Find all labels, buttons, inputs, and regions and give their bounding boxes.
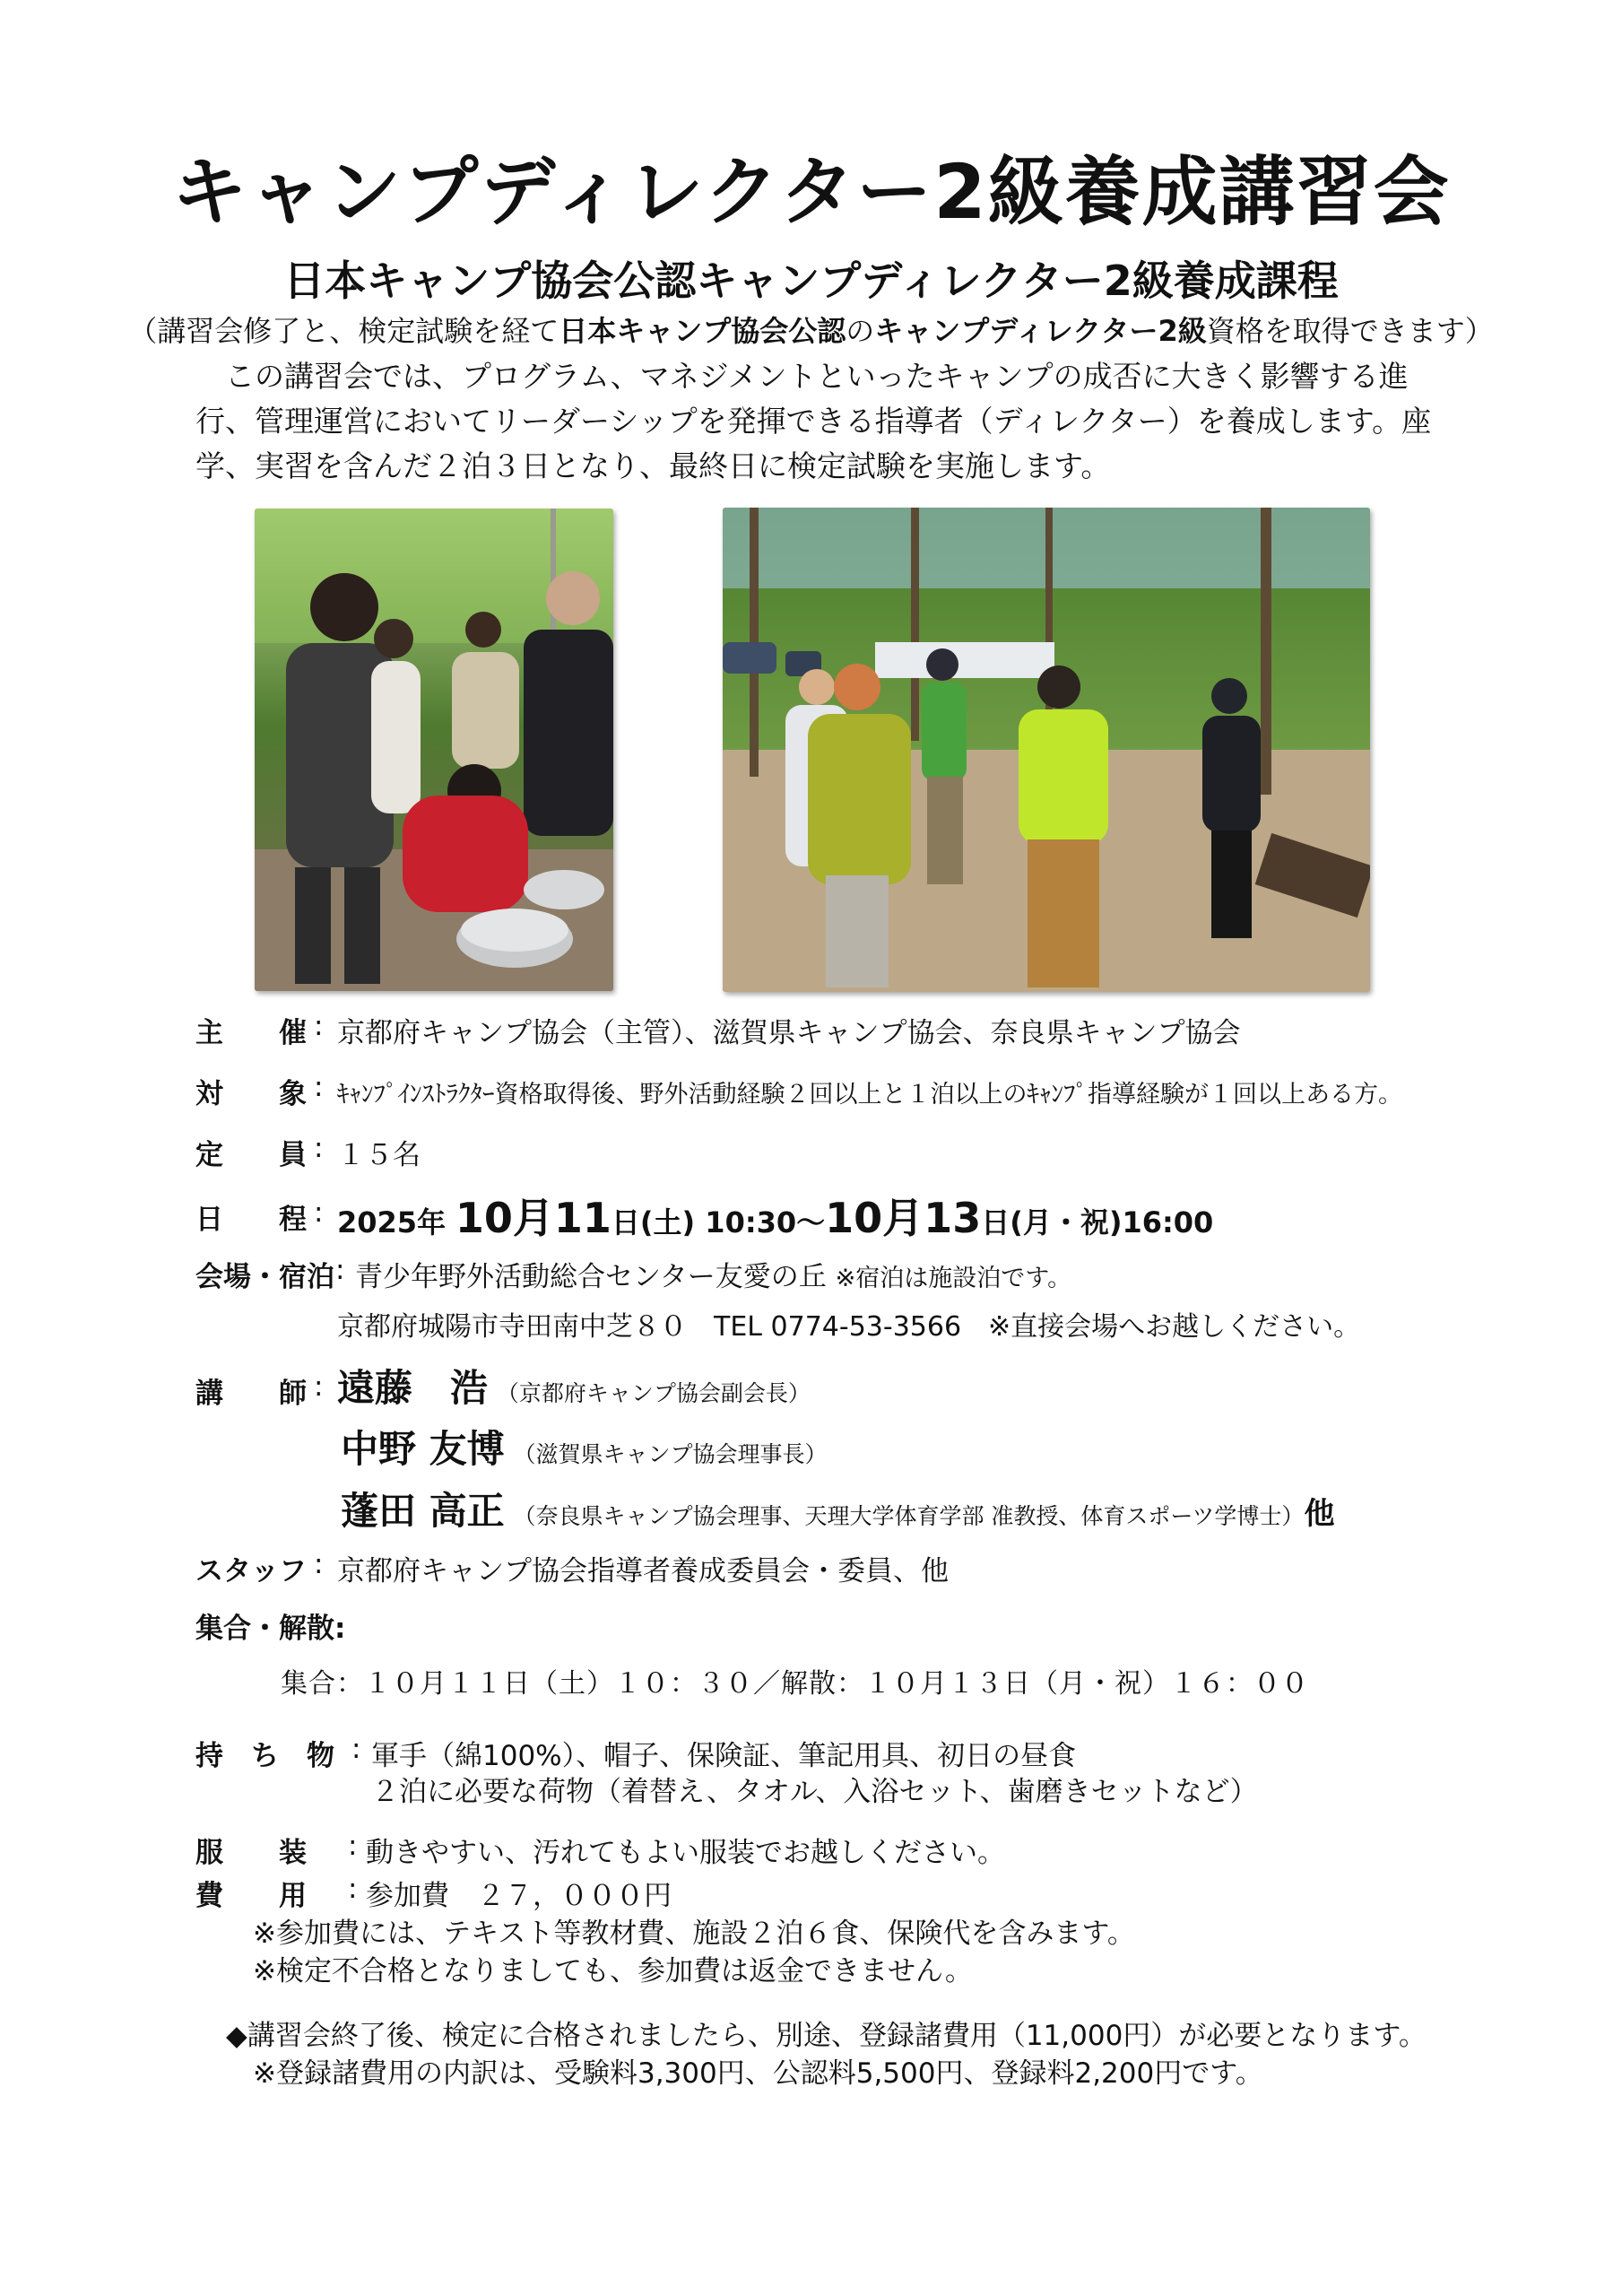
schedule-end-time: 日(月・祝)16:00 <box>981 1205 1214 1239</box>
capacity-label: 定 員 <box>195 1139 307 1171</box>
instructor-3-name: 蓬田 高正 <box>341 1489 505 1533</box>
staff-label: スタッフ <box>195 1555 307 1587</box>
fee-note-1: ※参加費には、テキスト等教材費、施設２泊６食、保険代を含みます。 <box>253 1918 1135 1950</box>
instructor-2 <box>341 1420 828 1474</box>
page-title: キャンプディレクター2級養成講習会 <box>171 148 1451 236</box>
venue-colon: : <box>335 1254 345 1286</box>
venue-note: ※宿泊は施設泊です。 <box>835 1265 1072 1292</box>
items-line-1: 軍手（綿100%）、帽子、保険証、筆記用具、初日の昼食 <box>371 1740 1077 1772</box>
gather-label: 集合・解散: <box>195 1613 346 1645</box>
instructor-colon: : <box>314 1370 324 1403</box>
organizer-label: 主 催 <box>195 1017 307 1049</box>
instructor-3-role: （奈良県キャンプ協会理事、天理大学体育学部 准教授、体育スポーツ学博士） <box>513 1503 1305 1529</box>
organizer-colon: : <box>314 1010 324 1042</box>
venue-value <box>355 1254 1071 1294</box>
capacity-value: １５名 <box>337 1139 421 1171</box>
schedule-start-date: 10月11 <box>455 1194 612 1242</box>
gather-value: 集合：１０月１１日（土）１０：３０／解散：１０月１３日（月・祝）１６：００ <box>281 1668 1309 1700</box>
note-prefix: （講習会修了と、検定試験を経て <box>128 314 559 348</box>
target-value: ｷｬﾝﾌﾟｲﾝｽﾄﾗｸﾀｰ資格取得後、野外活動経験２回以上と１泊以上のｷｬﾝﾌﾟ指導経験が１回以上ある方。 <box>337 1081 1402 1109</box>
schedule-value <box>337 1186 1213 1245</box>
fee-colon: : <box>348 1873 358 1905</box>
schedule-year: 2025年 <box>337 1205 447 1239</box>
clothing-colon: : <box>348 1830 358 1862</box>
clothing-value: 動きやすい、汚れてもよい服装でお越しください。 <box>366 1837 1005 1869</box>
photo-outdoor-group <box>723 508 1370 992</box>
venue-label: 会場・宿泊 <box>195 1261 334 1293</box>
instructor-1 <box>337 1359 811 1413</box>
instructor-3-suffix: 他 <box>1304 1496 1335 1532</box>
schedule-colon: : <box>314 1196 324 1229</box>
footer-registration-fee: ◆講習会終了後、検定に合格されましたら、別途、登録諸費用（11,000円）が必要となります。 <box>226 2020 1427 2052</box>
instructor-1-name: 遠藤 浩 <box>337 1366 489 1410</box>
footer-fee-breakdown: ※登録諸費用の内訳は、受験料3,300円、公認料5,500円、登録料2,200円です。 <box>253 2057 1263 2090</box>
items-colon: : <box>351 1733 361 1765</box>
page-subtitle: 日本キャンプ協会公認キャンプディレクター2級養成課程 <box>283 257 1339 305</box>
schedule-end-date: 10月13 <box>825 1194 982 1242</box>
target-colon: : <box>314 1071 324 1103</box>
staff-value: 京都府キャンプ協会指導者養成委員会・委員、他 <box>337 1555 949 1587</box>
fee-note-2: ※検定不合格となりましても、参加費は返金できません。 <box>253 1955 973 1987</box>
organizer-value: 京都府キャンプ協会（主管）、滋賀県キャンプ協会、奈良県キャンプ協会 <box>337 1017 1241 1049</box>
capacity-colon: : <box>314 1132 324 1164</box>
items-label: 持 ち 物 <box>195 1740 334 1772</box>
note-bold-1: 日本キャンプ協会公認 <box>559 314 846 348</box>
schedule-label: 日 程 <box>195 1204 307 1236</box>
fee-label: 費 用 <box>195 1880 307 1912</box>
note-mid: の <box>846 314 875 348</box>
instructor-1-role: （京都府キャンプ協会副会長） <box>496 1380 811 1406</box>
qualification-note <box>0 314 1622 348</box>
note-bold-2: キャンプディレクター2級 <box>874 314 1207 348</box>
note-suffix: 資格を取得できます） <box>1206 314 1494 348</box>
clothing-label: 服 装 <box>195 1837 307 1869</box>
instructor-3 <box>341 1482 1334 1535</box>
instructor-2-role: （滋賀県キャンプ協会理事長） <box>513 1441 828 1467</box>
venue-name: 青少年野外活動総合センター友愛の丘 <box>355 1261 827 1293</box>
schedule-start-time: 日(土) 10:30〜 <box>611 1205 826 1239</box>
instructor-2-name: 中野 友博 <box>341 1427 505 1471</box>
intro-paragraph: この講習会では、プログラム、マネジメントといったキャンプの成否に大きく影響する進行、管理運営においてリーダーシップを発揮できる指導者（ディレクター）を養成します。座学、実習を含んだ２泊３日となり、最終日に検定試験を実施します。 <box>195 359 1432 483</box>
items-line-2: ２泊に必要な荷物（着替え、タオル、入浴セット、歯磨きセットなど） <box>371 1776 1258 1808</box>
venue-address: 京都府城陽市寺田南中芝８０ TEL 0774-53-3566 ※直接会場へお越しください。 <box>337 1311 1361 1343</box>
photo-cooking-workshop <box>255 509 613 991</box>
instructor-label: 講 師 <box>195 1378 307 1410</box>
fee-value: 参加費 ２７，０００円 <box>366 1880 672 1912</box>
staff-colon: : <box>314 1548 324 1580</box>
target-label: 対 象 <box>195 1078 307 1110</box>
